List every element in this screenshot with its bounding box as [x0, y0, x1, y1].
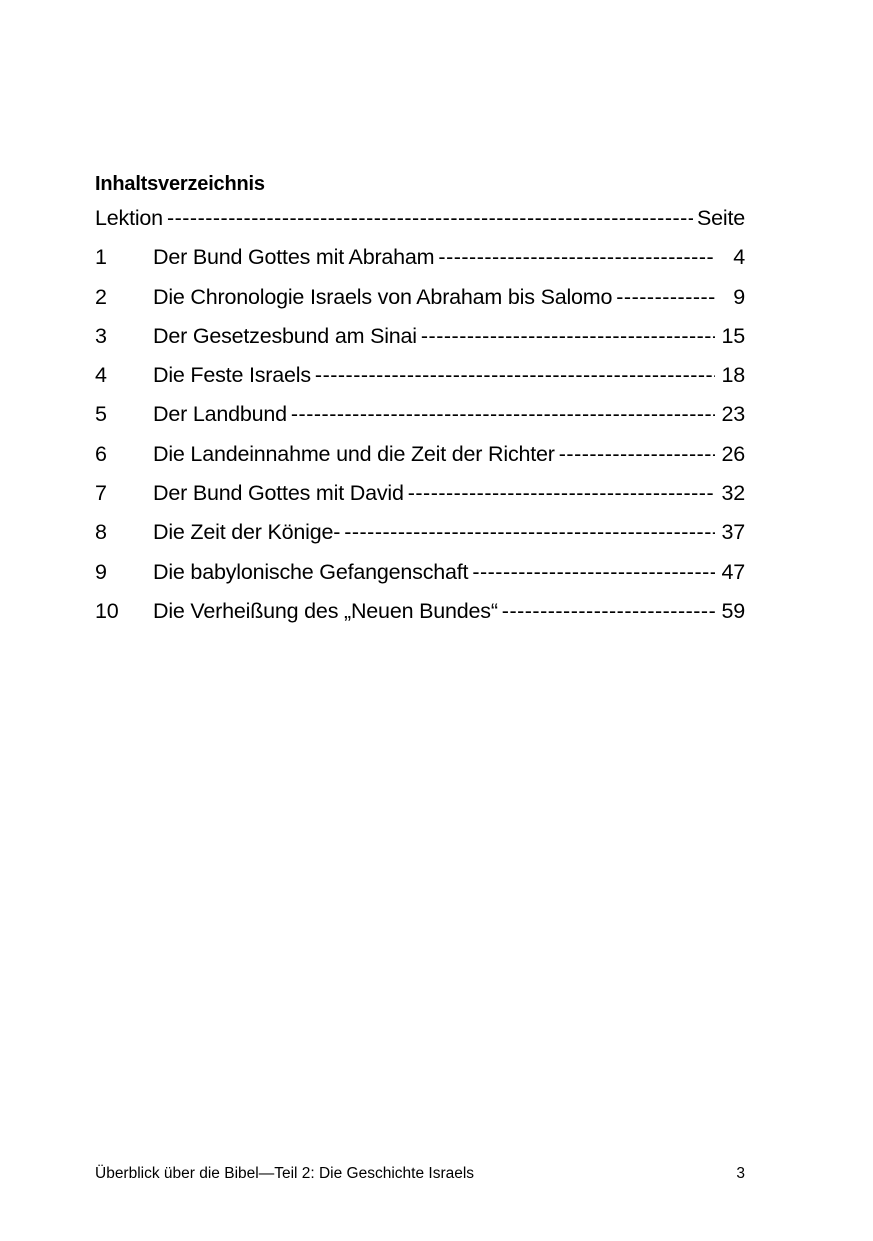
dot-leader	[408, 481, 715, 506]
toc-heading: Inhaltsverzeichnis	[95, 173, 265, 195]
entry-number: 7	[95, 481, 107, 506]
entry-number: 10	[95, 598, 119, 623]
toc-header-row	[95, 206, 745, 245]
dot-leader	[344, 520, 715, 545]
toc-entry[interactable]	[95, 285, 745, 324]
entry-number: 3	[95, 323, 107, 348]
entry-number: 6	[95, 441, 107, 466]
dot-leader	[502, 599, 715, 624]
toc-entry[interactable]	[95, 324, 745, 363]
entry-title: Die Feste Israels	[153, 363, 311, 388]
entry-title: Der Bund Gottes mit David	[153, 481, 404, 506]
entry-title: Die Zeit der Könige-	[153, 520, 341, 545]
entry-page: 26	[721, 441, 745, 466]
toc-entry[interactable]	[95, 520, 745, 559]
page-footer	[95, 1165, 745, 1183]
dot-leader	[616, 285, 715, 310]
entry-title: Die Verheißung des „Neuen Bundes“	[153, 598, 498, 623]
entry-page: 18	[721, 363, 745, 388]
entry-number: 4	[95, 363, 107, 388]
entry-page: 23	[721, 402, 745, 427]
dot-leader	[315, 363, 715, 388]
toc-entry[interactable]	[95, 442, 745, 481]
entry-title: Die Landeinnahme und die Zeit der Richter	[153, 441, 555, 466]
entry-title: Der Landbund	[153, 402, 287, 427]
entry-number: 8	[95, 520, 107, 545]
entry-number: 9	[95, 559, 107, 584]
entry-title: Der Gesetzesbund am Sinai	[153, 323, 417, 348]
dot-leader	[421, 324, 715, 349]
toc-entry[interactable]	[95, 363, 745, 402]
entry-page: 32	[721, 481, 745, 506]
entry-number: 2	[95, 284, 107, 309]
entry-page: 4	[733, 245, 745, 270]
entry-page: 47	[721, 559, 745, 584]
entry-page: 15	[721, 323, 745, 348]
entry-title: Der Bund Gottes mit Abraham	[153, 245, 435, 270]
toc-header-seite: Seite	[696, 206, 745, 230]
dot-leader	[559, 442, 715, 467]
toc-entry[interactable]	[95, 245, 745, 284]
page-number: 3	[736, 1165, 745, 1182]
entry-page: 37	[721, 520, 745, 545]
toc-entry[interactable]	[95, 599, 745, 638]
entry-title: Die Chronologie Israels von Abraham bis Salomo	[153, 284, 613, 309]
toc-entry[interactable]	[95, 402, 745, 441]
footer-title: Überblick über die Bibel—Teil 2: Die Geschichte Israels	[95, 1165, 475, 1182]
dot-leader	[167, 206, 693, 231]
dot-leader	[472, 560, 715, 585]
table-of-contents	[95, 206, 745, 638]
entry-number: 1	[95, 245, 107, 270]
entry-title: Die babylonische Gefangenschaft	[153, 559, 469, 584]
toc-header-lektion: Lektion	[95, 206, 163, 230]
toc-entry[interactable]	[95, 560, 745, 599]
dot-leader	[438, 245, 715, 270]
dot-leader	[291, 402, 715, 427]
entry-page: 9	[733, 284, 745, 309]
entry-number: 5	[95, 402, 107, 427]
toc-entry[interactable]	[95, 481, 745, 520]
entry-page: 59	[721, 598, 745, 623]
